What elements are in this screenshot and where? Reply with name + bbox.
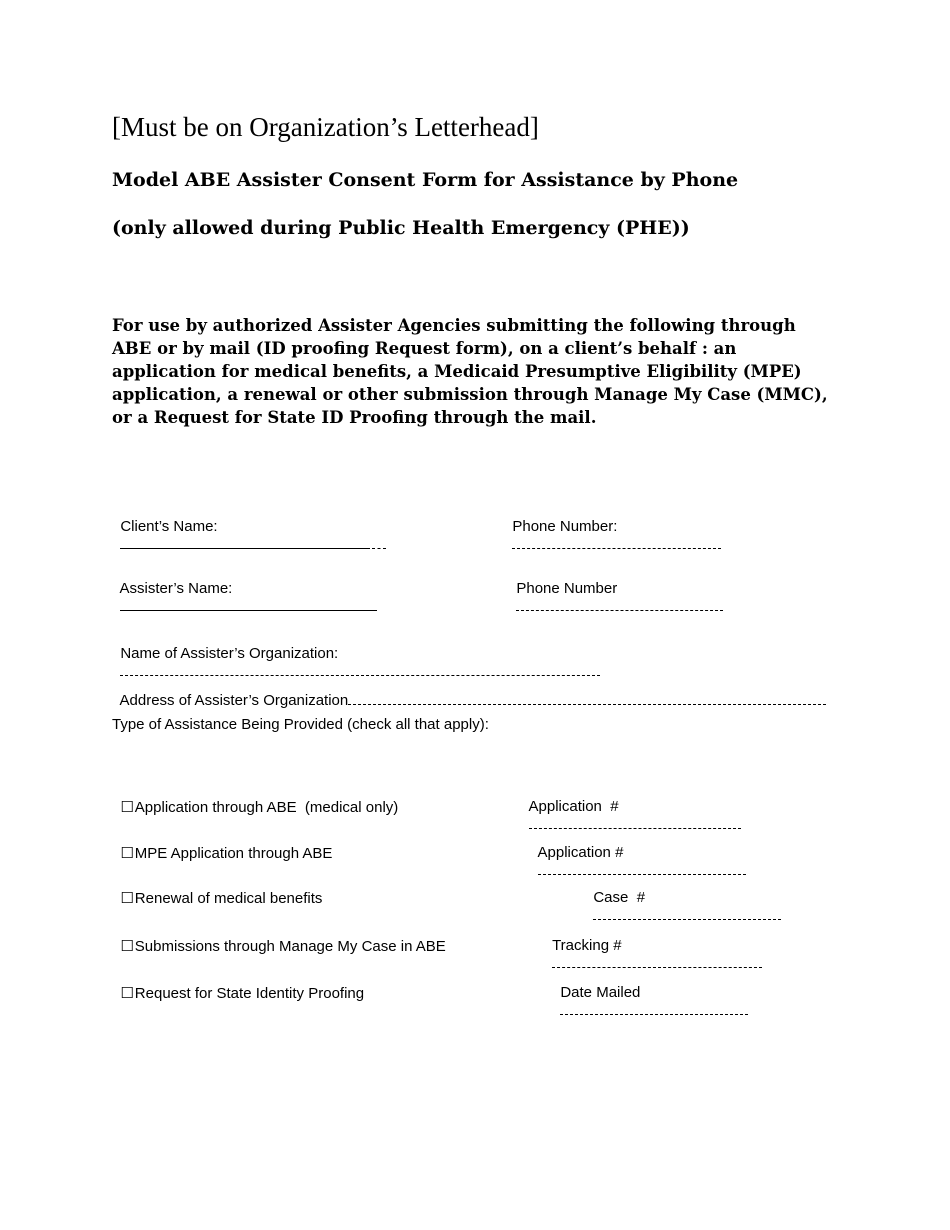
assister-name-blank[interactable]	[120, 597, 377, 611]
assister-phone-field	[508, 563, 723, 615]
date-mailed-field	[552, 967, 748, 1019]
assistance-field-label: Application #	[528, 798, 619, 815]
assister-phone-label: Phone Number	[516, 580, 618, 597]
org-name-field	[112, 628, 600, 680]
case-number-field	[585, 872, 781, 924]
assistance-item[interactable]	[112, 967, 364, 1002]
assistance-field-label: Date Mailed	[560, 984, 641, 1001]
org-name-label: Name of Assister’s Organization:	[120, 645, 339, 662]
tracking-number-field	[544, 920, 762, 972]
assistance-item-label: MPE Application through ABE	[134, 845, 333, 862]
client-phone-label: Phone Number:	[512, 518, 618, 535]
assistance-item-label: Submissions through Manage My Case in ABE	[134, 938, 446, 955]
assistance-item[interactable]	[112, 827, 332, 862]
assistance-item[interactable]	[112, 872, 322, 907]
assistance-item[interactable]	[112, 781, 398, 816]
tracking-number-blank[interactable]	[552, 954, 762, 968]
assistance-item-label: Application through ABE (medical only)	[134, 799, 399, 816]
checkbox-icon[interactable]: ☐	[120, 844, 134, 862]
client-name-field	[112, 501, 386, 553]
client-phone-blank[interactable]	[512, 535, 721, 549]
checkbox-icon[interactable]: ☐	[120, 937, 134, 955]
case-number-blank[interactable]	[593, 906, 781, 920]
checkbox-icon[interactable]: ☐	[120, 798, 134, 816]
checkbox-icon[interactable]: ☐	[120, 889, 134, 907]
application-number-field	[521, 781, 741, 833]
assister-name-label: Assister’s Name:	[119, 580, 233, 597]
form-title: Model ABE Assister Consent Form for Assistance by Phone	[112, 169, 739, 191]
assistance-item-label: Request for State Identity Proofing	[134, 985, 365, 1002]
assister-phone-blank[interactable]	[516, 597, 723, 611]
date-mailed-blank[interactable]	[560, 1001, 748, 1015]
assistance-field-label: Tracking #	[552, 937, 622, 954]
assister-name-field	[112, 563, 377, 615]
org-address-blank[interactable]	[348, 691, 826, 705]
assistance-item[interactable]	[112, 920, 446, 955]
assistance-item-label: Renewal of medical benefits	[134, 890, 323, 907]
client-name-label: Client’s Name:	[120, 518, 218, 535]
intro-paragraph: For use by authorized Assister Agencies submitting the following through ABE or by mail (ID proofing Request form), on a client’s behalf : an application for medical benefits, a Medicaid Presumptive Eligibility (MPE) application, a renewal or other submission through Manage My Case (MMC), or a Request for State ID Proofing through the mail.	[112, 316, 828, 427]
assistance-heading: Type of Assistance Being Provided (check all that apply):	[112, 716, 489, 733]
form-subtitle: (only allowed during Public Health Emergency (PHE))	[112, 217, 690, 239]
checkbox-icon[interactable]: ☐	[120, 984, 134, 1002]
assistance-field-label: Application #	[537, 844, 624, 861]
client-name-blank[interactable]	[120, 535, 370, 549]
letterhead-note: [Must be on Organization’s Letterhead]	[112, 112, 539, 142]
client-name-blank-tail	[372, 535, 386, 549]
client-phone-field	[504, 501, 721, 553]
org-address-field	[112, 674, 826, 709]
org-address-label: Address of Assister’s Organization	[119, 692, 349, 709]
assistance-field-label: Case #	[593, 889, 646, 906]
